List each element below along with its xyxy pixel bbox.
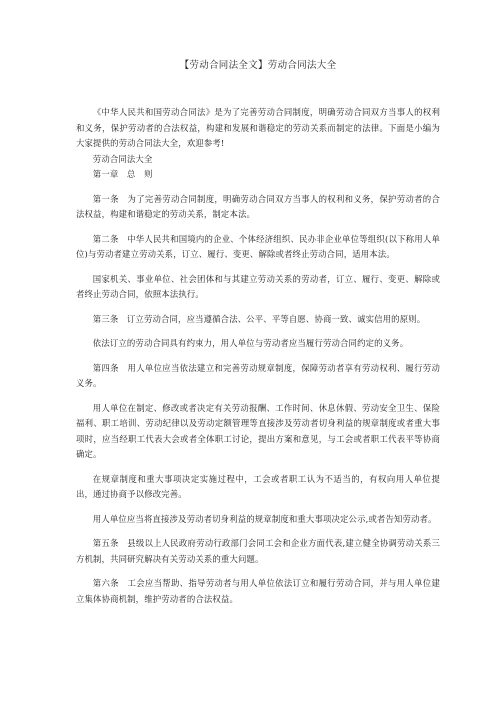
- document-title: 【劳动合同法全文】劳动合同法大全: [179, 60, 337, 71]
- article-1: 第一条 为了完善劳动合同制度，明确劳动合同双方当事人的权利和义务，保护劳动者的合法权益，构建和谐稳定的劳动关系，制定本法。: [76, 193, 440, 219]
- article-4-para-4: 用人单位应当将直接涉及劳动者切身利益的规章制度和重大事项决定公示,或者告知劳动者。: [92, 513, 437, 524]
- article-2: 第二条 中华人民共和国境内的企业、个体经济组织、民办非企业单位等组织(以下称用人单位)与劳动者建立劳动关系，订立、履行、变更、解除或者终止劳动合同，适用本法。: [76, 233, 440, 259]
- article-4-para-3: 在规章制度和重大事项决定实施过程中，工会或者职工认为不适当的，有权向用人单位提出，通过协商予以修改完善。: [76, 473, 440, 499]
- chapter-heading: 第一章 总 则: [92, 169, 153, 179]
- article-2-para-2: 国家机关、事业单位、社会团体和与其建立劳动关系的劳动者，订立、履行、变更、解除或者终止劳动合同，依照本法执行。: [76, 273, 440, 299]
- article-4: 第四条 用人单位应当依法建立和完善劳动规章制度，保障劳动者享有劳动权利、履行劳动义务。: [76, 362, 440, 388]
- article-4-para-2: 用人单位在制定、修改或者决定有关劳动报酬、工作时间、休息休假、劳动安全卫生、保险福利、职工培训、劳动纪律以及劳动定额管理等直接涉及劳动者切身利益的规章制度或者重大事项时，应当经职工代表大会或者全体职工讨论，提出方案和意见，与工会或者职工代表平等协商确定。: [76, 402, 440, 459]
- document-subtitle: 劳动合同法大全: [92, 153, 153, 164]
- intro-paragraph: 《中华人民共和国劳动合同法》是为了完善劳动合同制度，明确劳动合同双方当事人的权利和义务，保护劳动者的合法权益，构建和发展和谐稳定的劳动关系而制定的法律。下面是小编为大家提供的劳动合同法大全，欢迎参考!: [76, 107, 440, 148]
- article-6: 第六条 工会应当帮助、指导劳动者与用人单位依法订立和履行劳动合同，并与用人单位建立集体协商机制，维护劳动者的合法权益。: [76, 578, 440, 604]
- article-3-para-2: 依法订立的劳动合同具有约束力，用人单位与劳动者应当履行劳动合同约定的义务。: [92, 338, 409, 348]
- article-5: 第五条 县级以上人民政府劳动行政部门会同工会和企业方面代表,建立健全协调劳动关系三方机制，共同研究解决有关劳动关系的重大问题。: [76, 538, 440, 564]
- article-3: 第三条 订立劳动合同，应当遵循合法、公平、平等自愿、协商一致、诚实信用的原则。: [92, 313, 426, 324]
